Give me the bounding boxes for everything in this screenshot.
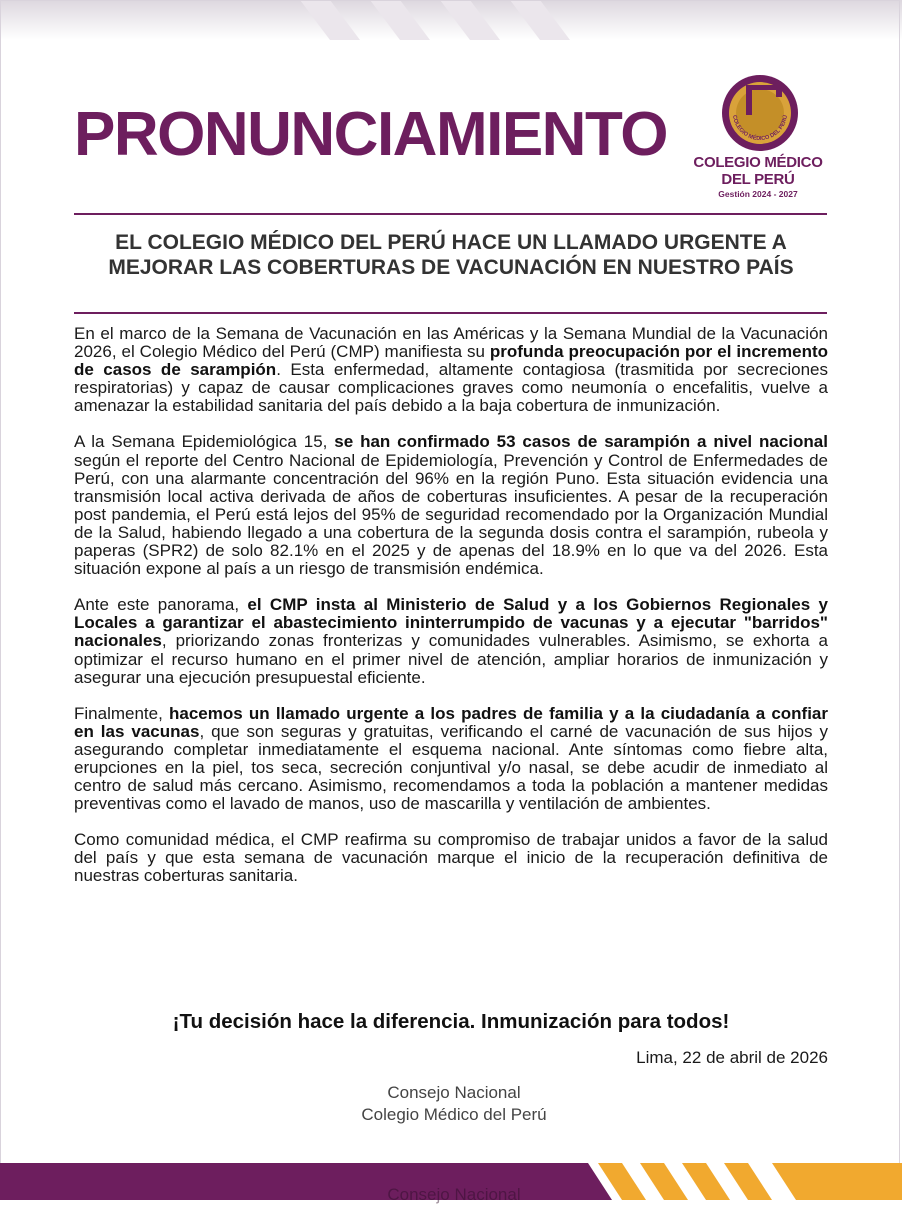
signature-line1: Consejo Nacional	[387, 1083, 521, 1102]
seal-text: COLEGIO MÉDICO DEL PERÚ	[731, 114, 789, 143]
header-divider-top	[74, 213, 827, 215]
header-divider-bottom	[74, 312, 827, 314]
paragraph-demands: Ante este panorama, el CMP insta al Ministerio de Salud y a los Gobiernos Regionales y Locales a garantizar el abastecimiento ininterrumpido de vacunas y a ejecutar "barridos" nacionales, priorizando zonas fronterizas y comunidades vulnerables. Asimismo, se exhorta a optimizar el recurso humano en el primer nivel de atención, ampliar horarios de inmunización y asegurar una ejecución presupuestal eficiente.	[74, 595, 829, 687]
signature-line2: Colegio Médico del Perú	[361, 1105, 547, 1124]
page-title: PRONUNCIAMIENTO	[74, 100, 667, 169]
paragraph-call-to-parents: Finalmente, hacemos un llamado urgente a los padres de familia y a la ciudadanía a confiar en las vacunas, que son seguras y gratuitas, verificando el carné de vacunación de sus hijos y asegurando completar inmediatamente el esquema nacional. Ante síntomas como fiebre alta, erupciones en la piel, tos seca, secreción conjuntival y/o nasal, se debe acudir de inmediato al centro de salud más cercano. Asimismo, recomendamos a toda la población a mantener medidas preventivas como el lavado de manos, uso de mascarilla y ventilación de ambientes.	[74, 703, 828, 814]
subtitle-heading: EL COLEGIO MÉDICO DEL PERÚ HACE UN LLAMADO URGENTE A MEJORAR LAS COBERTURAS DE VACUNACIÓN EN NUESTRO PAÍS	[108, 231, 794, 279]
paragraph-closing: Como comunidad médica, el CMP reafirma su compromiso de trabajar unidos a favor de la salud del país y que esta semana de vacunación marque el inicio de la recuperación definitiva de nuestras coberturas sanitaria.	[74, 830, 828, 886]
date-line: Lima, 22 de abril de 2026	[636, 1048, 828, 1067]
logo-term: Gestión 2024 - 2027	[718, 189, 798, 199]
logo-name-line2: DEL PERÚ	[721, 171, 795, 188]
logo-name-line1: COLEGIO MÉDICO	[693, 154, 823, 171]
footer-ghost-text: Consejo Nacional	[387, 1185, 521, 1204]
paragraph-cases: A la Semana Epidemiológica 15, se han confirmado 53 casos de sarampión a nivel nacional según el reporte del Centro Nacional de Epidemiología, Prevención y Control de Enfermedades de Perú, con una alarmante concentración del 96% en la región Puno. Esta situación evidencia una transmisión local activa derivada de años de coberturas insuficientes. A pesar de la recuperación post pandemia, el Perú está lejos del 95% de seguridad recomendado por la Organización Mundial de la Salud, habiendo llegado a una cobertura de la segunda dosis contra el sarampión, rubeola y paperas (SPR2) de solo 82.1% en el 2025 y de apenas del 18.9% en lo que va del 2026. Esta situación expone al país a un riesgo de transmisión endémica.	[74, 432, 828, 579]
cmp-logo	[678, 74, 838, 206]
cmp-seal-icon	[721, 74, 799, 152]
statement-body	[74, 325, 828, 904]
paragraph-intro: En el marco de la Semana de Vacunación en las Américas y la Semana Mundial de la Vacunación 2026, el Colegio Médico del Perú (CMP) manifiesta su profunda preocupación por el incremento de casos de sarampión. Esta enfermedad, altamente contagiosa (trasmitida por secreciones respiratorias) y capaz de causar complicaciones graves como neumonía o encefalitis, vuelve a amenazar la estabilidad sanitaria del país debido a la baja cobertura de inmunización.	[74, 324, 828, 416]
slogan: ¡Tu decisión hace la diferencia. Inmunización para todos!	[172, 1010, 730, 1033]
